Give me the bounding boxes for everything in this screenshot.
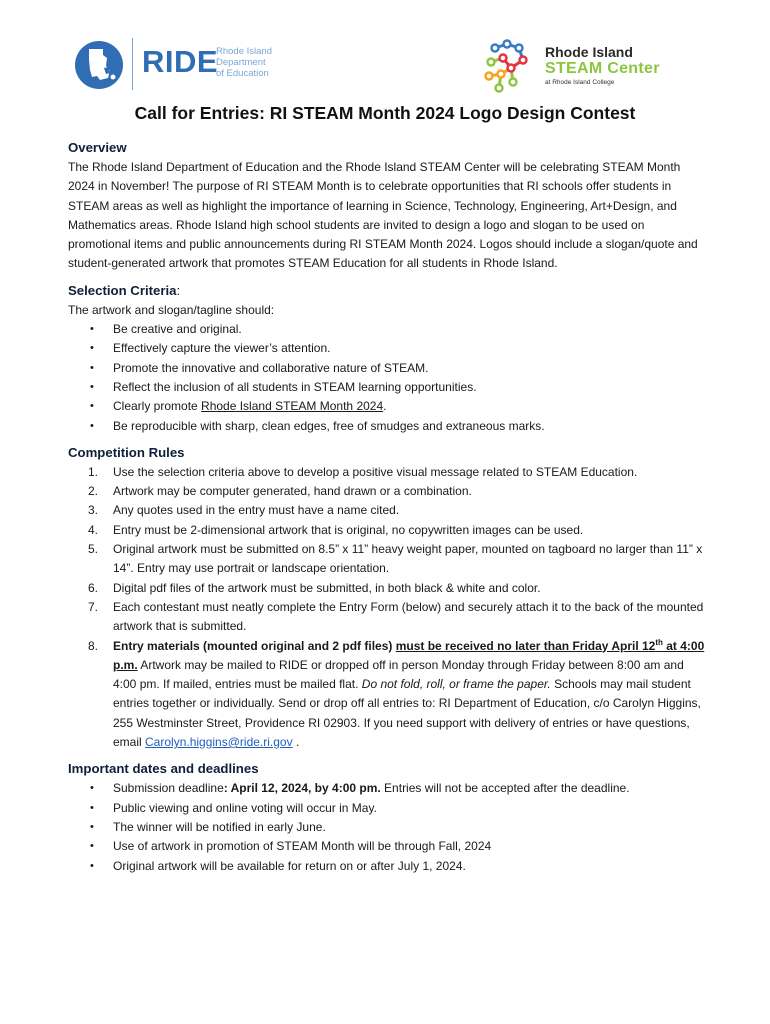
list-item bbox=[68, 521, 708, 540]
list-item bbox=[68, 463, 708, 482]
rule-number: 4. bbox=[88, 522, 99, 537]
criteria-item: Effectively capture the viewer’s attention. bbox=[113, 341, 331, 356]
bullet-icon: • bbox=[90, 782, 94, 795]
rule-number: 6. bbox=[88, 580, 99, 595]
list-item bbox=[68, 339, 708, 358]
rule-number: 1. bbox=[88, 464, 99, 479]
rule-number: 2. bbox=[88, 484, 99, 499]
bullet-icon: • bbox=[90, 342, 94, 355]
competition-rules-section bbox=[68, 443, 708, 752]
list-item bbox=[68, 598, 708, 637]
criteria-item: Promote the innovative and collaborative nature of STEAM. bbox=[113, 360, 429, 375]
rule8-italic: Do not fold, roll, or frame the paper. bbox=[361, 677, 551, 692]
dates-section bbox=[68, 759, 708, 875]
bullet-icon: • bbox=[90, 361, 94, 374]
date-item: Public viewing and online voting will occur in May. bbox=[113, 800, 377, 815]
rule-number: 8. bbox=[88, 638, 99, 653]
overview-text: The Rhode Island Department of Education and the Rhode Island STEAM Center will be celebrating STEAM Month 2024 in November! The purpose of RI STEAM Month is to celebrate opportunities that RI schools offer students in STEAM areas as well as highlight the importance of learning in Science, Technology, Engineering, Art+Design, and Mathematics areas. Rhode Island high school students are invited to design a logo and slogan to be used on promotional items and public announcements during RI STEAM Month 2024. Logos should include a slogan/quote and student-generated artwork that promotes STEAM Education for all students in Rhode Island. bbox=[68, 160, 698, 271]
criteria-item-suffix: . bbox=[383, 399, 387, 414]
rules-list bbox=[68, 463, 708, 752]
list-item bbox=[68, 779, 708, 798]
date-item: Original artwork will be available for return on or after July 1, 2024. bbox=[113, 858, 466, 873]
overview-section bbox=[68, 138, 708, 274]
bullet-icon: • bbox=[90, 820, 94, 833]
bullet-icon: • bbox=[90, 801, 94, 814]
bullet-icon: • bbox=[90, 400, 94, 413]
list-item bbox=[68, 320, 708, 339]
steam-month-link[interactable]: Rhode Island STEAM Month 2024 bbox=[201, 399, 384, 414]
steam-logo-line3: at Rhode Island College bbox=[545, 79, 615, 86]
criteria-heading bbox=[68, 281, 708, 301]
rule-text: Any quotes used in the entry must have a name cited. bbox=[113, 503, 400, 518]
rule-text: Original artwork must be submitted on 8.5” x 11” heavy weight paper, mounted on tagboard no larger than 11” x 14”. Entry may use portrait or landscape orientation. bbox=[113, 542, 703, 576]
rule8-text2: Schools may mail student entries together or individually. Send or drop off all entries to: RI Department of Education, c/o Carolyn Higgins, 255 Westminster Street, Providence RI 02903. If you need support with delivery of entries or have questions, email bbox=[113, 677, 701, 750]
rhode-island-map-icon bbox=[72, 40, 126, 90]
list-item bbox=[68, 397, 708, 416]
criteria-item: Reflect the inclusion of all students in STEAM learning opportunities. bbox=[113, 379, 477, 394]
criteria-list bbox=[68, 320, 708, 436]
ride-divider bbox=[132, 38, 133, 90]
dates-list bbox=[68, 779, 708, 875]
steam-logo-line1: Rhode Island bbox=[545, 44, 633, 60]
criteria-heading-text: Selection Criteria bbox=[68, 282, 177, 298]
date-item-prefix: Submission deadline bbox=[113, 781, 224, 796]
overview-heading: Overview bbox=[68, 140, 127, 155]
criteria-item: Be creative and original. bbox=[113, 322, 242, 337]
rule-number: 5. bbox=[88, 542, 99, 557]
dates-heading: Important dates and deadlines bbox=[68, 761, 259, 777]
date-item-bold: : April 12, 2024, by 4:00 pm. bbox=[223, 781, 381, 796]
rule-text: Artwork may be computer generated, hand drawn or a combination. bbox=[113, 484, 472, 499]
ride-wordmark: RIDE bbox=[142, 44, 219, 79]
rule8-deadline-a: must be received no later than Friday April 12 bbox=[395, 638, 656, 653]
bullet-icon: • bbox=[90, 840, 94, 853]
rule-number: 7. bbox=[88, 599, 99, 614]
date-item: The winner will be notified in early June. bbox=[113, 819, 326, 834]
ride-sub-line: of Education bbox=[216, 68, 269, 79]
rule8-sup: th bbox=[655, 637, 663, 647]
list-item bbox=[68, 378, 708, 397]
rule8-deadline-b: at 4:00 p.m. bbox=[113, 638, 705, 672]
date-item-suffix: Entries will not be accepted after the deadline. bbox=[380, 781, 630, 796]
list-item bbox=[68, 799, 708, 818]
rules-heading: Competition Rules bbox=[68, 444, 185, 460]
list-item bbox=[68, 818, 708, 837]
ride-sub-line: Department bbox=[216, 57, 266, 68]
bullet-icon: • bbox=[90, 323, 94, 336]
rule8-text1: Artwork may be mailed to RIDE or dropped off in person Monday through Friday between 8:00 am and 4:00 pm. If mailed, entries must be mailed flat. bbox=[113, 657, 684, 692]
ride-subtitle bbox=[216, 46, 272, 79]
rule-number: 3. bbox=[88, 503, 99, 518]
ride-logo bbox=[72, 38, 282, 92]
list-item bbox=[68, 540, 708, 579]
document-body bbox=[68, 138, 708, 883]
bullet-icon: • bbox=[90, 859, 94, 872]
bullet-icon: • bbox=[90, 419, 94, 432]
steam-center-logo bbox=[483, 38, 673, 94]
criteria-item: Be reproducible with sharp, clean edges, free of smudges and extraneous marks. bbox=[113, 418, 545, 433]
list-item bbox=[68, 501, 708, 520]
ride-sub-line: Rhode Island bbox=[216, 46, 272, 57]
list-item bbox=[68, 637, 708, 753]
rule-text: Use the selection criteria above to develop a positive visual message related to STEAM Education. bbox=[113, 464, 638, 479]
criteria-heading-colon: : bbox=[176, 282, 181, 298]
list-item bbox=[68, 857, 708, 876]
rule8-text3: . bbox=[292, 735, 300, 750]
email-link[interactable]: Carolyn.higgins@ride.ri.gov bbox=[145, 735, 293, 750]
list-item bbox=[68, 482, 708, 501]
criteria-item-prefix: Clearly promote bbox=[113, 399, 202, 414]
date-item: Use of artwork in promotion of STEAM Month will be through Fall, 2024 bbox=[113, 839, 492, 854]
list-item bbox=[68, 837, 708, 856]
list-item bbox=[68, 417, 708, 436]
rule8-bold: Entry materials (mounted original and 2 pdf files) bbox=[113, 638, 396, 653]
document-title: Call for Entries: RI STEAM Month 2024 Logo Design Contest bbox=[134, 103, 636, 123]
list-item bbox=[68, 579, 708, 598]
steam-network-icon bbox=[483, 38, 543, 94]
steam-logo-line2: STEAM Center bbox=[545, 60, 660, 77]
selection-criteria-section bbox=[68, 281, 708, 436]
rule-text: Entry must be 2-dimensional artwork that is original, no copywritten images can be used. bbox=[113, 522, 584, 537]
bullet-icon: • bbox=[90, 380, 94, 393]
list-item bbox=[68, 359, 708, 378]
criteria-intro: The artwork and slogan/tagline should: bbox=[68, 302, 275, 317]
rule-text: Each contestant must neatly complete the Entry Form (below) and securely attach it to the back of the mounted artwork that is submitted. bbox=[113, 599, 704, 634]
rule-text: Digital pdf files of the artwork must be submitted, in both black & white and color. bbox=[113, 580, 541, 595]
